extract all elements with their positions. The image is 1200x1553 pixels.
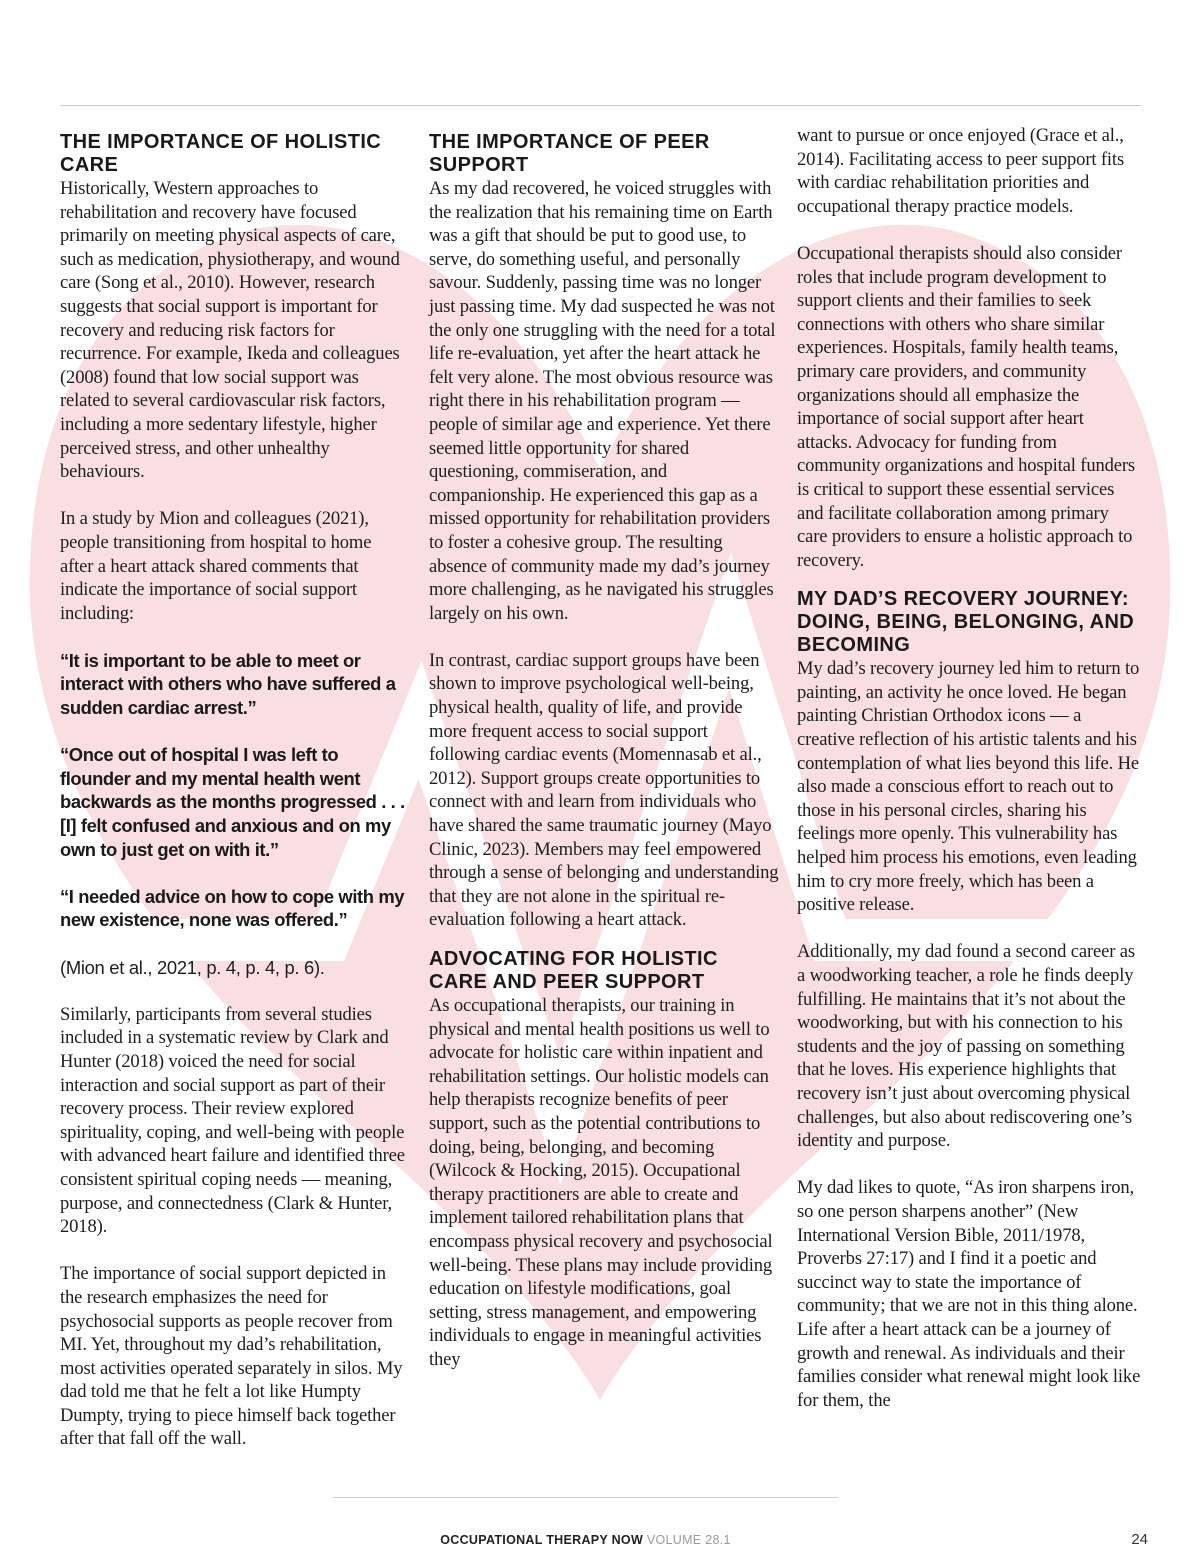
column-2	[429, 124, 781, 1395]
paragraph: The importance of social support depicted in the research emphasizes the need for psychosocial supports as people recover from MI. Yet, throughout my dad’s rehabilitation, most activities operated separately in silos. My dad told me that he felt a lot like Humpty Dumpty, trying to piece himself back together after that fall off the wall.	[60, 1263, 403, 1450]
pull-quote: “It is important to be able to meet or interact with others who have suffered a sudden cardiac arrest.”	[60, 649, 396, 719]
column-1	[60, 124, 406, 1475]
paragraph: Occupational therapists should also consider roles that include program development to support clients and their families to seek connections with others who share similar experiences. Hospitals, family health teams, primary care providers, and community organizations should all emphasize the importance of social support after heart attacks. Advocacy for funding from community organizations and hospital funders is critical to support these essential services and facilitate collaboration among primary care providers to ensure a holistic approach to recovery.	[797, 242, 1136, 571]
paragraph: My dad’s recovery journey led him to return to painting, an activity he once loved. He began painting Christian Orthodox icons — a creative reflection of his artistic talents and his contemplation of what lies beyond this life. He also made a conscious effort to reach out to those in his personal circles, sharing his feelings more openly. This vulnerability has helped him process his emotions, even leading him to cry more freely, which has been a positive release.	[797, 658, 1140, 916]
quote-citation: (Mion et al., 2021, p. 4, p. 4, p. 6).	[60, 956, 325, 978]
pull-quote: “I needed advice on how to cope with my new existence, none was offered.”	[60, 885, 405, 931]
heading-advocating: ADVOCATING FOR HOLISTIC CARE AND PEER SUPPORT	[429, 948, 718, 993]
paragraph: Additionally, my dad found a second career as a woodworking teacher, a role he finds deeply fulfilling. He maintains that it’s not about the woodworking, but with his connection to his students and the joy of passing on something that he loves. His experience highlights that recovery isn’t just about overcoming physical challenges, but also about rediscovering one’s identity and purpose.	[797, 941, 1135, 1152]
heading-importance-peer-support: THE IMPORTANCE OF PEER SUPPORT	[429, 131, 710, 176]
heading-recovery-journey: MY DAD’S RECOVERY JOURNEY: DOING, BEING, BELONGING, AND BECOMING	[797, 588, 1135, 657]
paragraph: My dad likes to quote, “As iron sharpens iron, so one person sharpens another” (New International Version Bible, 2011/1978, Proverbs 27:17) and I find it a poetic and succinct way to state the importance of community; that we are not in this thing alone. Life after a heart attack can be a journey of growth and renewal. As individuals and their families consider what renewal might look like for them, the	[797, 1177, 1141, 1411]
page-number: 24	[1131, 1531, 1148, 1548]
heading-importance-holistic-care: THE IMPORTANCE OF HOLISTIC CARE	[60, 131, 382, 176]
volume-label: VOLUME 28.1	[646, 1533, 731, 1547]
footer-divider	[333, 1497, 838, 1498]
paragraph: As occupational therapists, our training in physical and mental health positions us well to advocate for holistic care within inpatient and rehabilitation settings. Our holistic models can help therapists recognize benefits of peer support, such as the potential contributions to doing, being, belonging, and becoming (Wilcock & Hocking, 2015). Occupational therapy practitioners are able to create and implement tailored rehabilitation plans that encompass physical recovery and psychosocial well-being. These plans may include providing education on lifestyle modifications, goal setting, stress management, and empowering individuals to engage in meaningful activities they	[429, 995, 773, 1370]
pull-quote: “Once out of hospital I was left to flounder and my mental health went backwards as the months progressed . . . [I] felt confused and anxious and on my own to just get on with it.”	[60, 744, 405, 860]
paragraph: Historically, Western approaches to rehabilitation and recovery have focused primarily on meeting physical aspects of care, such as medication, physiotherapy, and wound care (Song et al., 2010). However, research suggests that social support is important for recovery and reducing risk factors for recurrence. For example, Ikeda and colleagues (2008) found that low social support was related to several cardiovascular risk factors, including a more sedentary lifestyle, higher perceived stress, and other unhealthy behaviours.	[60, 178, 400, 483]
paragraph: In contrast, cardiac support groups have been shown to improve psychological well-being, physical health, quality of life, and provide more frequent access to social support following cardiac events (Momennasab et al., 2012). Support groups create opportunities to connect with and learn from individuals who have shared the same traumatic journey (Mayo Clinic, 2023). Members may feel empowered through a sense of belonging and understanding that they are not alone in the spiritual re-evaluation following a heart attack.	[429, 649, 779, 931]
paragraph: want to pursue or once enjoyed (Grace et al., 2014). Facilitating access to peer support fits with cardiac rehabilitation priorities and occupational therapy practice models.	[797, 125, 1125, 217]
paragraph: Similarly, participants from several studies included in a systematic review by Clark and Hunter (2018) voiced the need for social interaction and social support as part of their recovery process. Their review explored spirituality, coping, and well-being with people with advanced heart failure and identified three consistent spiritual coping needs — meaning, purpose, and connectedness (Clark & Hunter, 2018).	[60, 1003, 405, 1238]
column-3	[797, 124, 1143, 1436]
paragraph: As my dad recovered, he voiced struggles with the realization that his remaining time on Earth was a gift that should be put to good use, to serve, do something useful, and personally savour. Suddenly, passing time was no longer just passing time. My dad suspected he was not the only one struggling with the need for a total life re-evaluation, yet after the heart attack he felt very alone. The most obvious resource was right there in his rehabilitation program — people of similar age and experience. Yet there seemed little opportunity for shared questioning, commiseration, and companionship. He experienced this gap as a missed opportunity for rehabilitation providers to foster a cohesive group. The resulting absence of community made my dad’s journey more challenging, as he navigated his struggles largely on his own.	[429, 178, 776, 624]
top-divider	[60, 105, 1141, 106]
paragraph: In a study by Mion and colleagues (2021), people transitioning from hospital to home after a heart attack shared comments that indicate the importance of social support including:	[60, 508, 372, 624]
footer-publication	[333, 1533, 838, 1547]
publication-name: OCCUPATIONAL THERAPY NOW	[440, 1533, 644, 1547]
